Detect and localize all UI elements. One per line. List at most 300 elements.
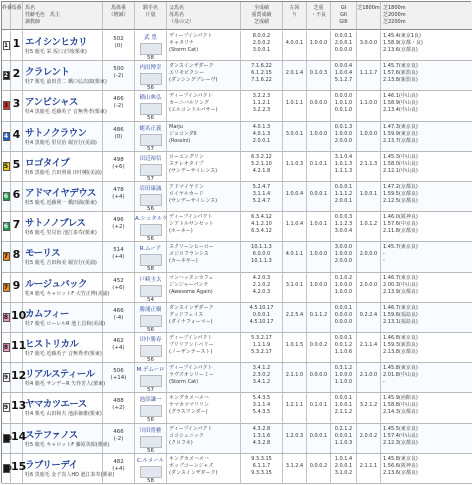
best-time-2200: 2.13.6(京都良): [383, 469, 418, 476]
weight-cell: [103, 363, 135, 392]
record-g2: 0.0.0.0: [334, 311, 353, 318]
table-row[interactable]: [2, 393, 472, 423]
horse-name-link[interactable]: リアルスティール: [25, 369, 95, 381]
sire-name: ディープインパクト: [169, 425, 213, 432]
record-graded: 1.3.1.6: [252, 432, 271, 439]
pedigree-cell: [167, 91, 241, 120]
col-heavy-label-2: ・不良: [310, 12, 326, 18]
grade-cell: [331, 333, 357, 362]
sire-name: ダンスインザダーク: [169, 304, 214, 311]
record-distance: 0.2.2.4: [359, 311, 378, 318]
record-g1: 0.1.0.2: [334, 274, 353, 281]
horse-name-link[interactable]: アンビシャス: [25, 97, 78, 109]
jockey-cell[interactable]: [135, 122, 167, 151]
horse-cell[interactable]: [23, 31, 103, 60]
best-time-2200: 2.11.8(京都良): [383, 228, 418, 235]
weight-cell: [103, 454, 135, 483]
table-row[interactable]: [2, 303, 472, 333]
table-row[interactable]: [2, 273, 472, 303]
col-heavy-label: 芝重: [313, 5, 324, 11]
record-cell: [241, 61, 283, 90]
record-turf: 5.3.2.17: [251, 349, 272, 355]
record-heavy: 0.0.0.1: [309, 191, 328, 197]
grade-cell: [331, 61, 357, 90]
weight-cell: [103, 393, 135, 422]
record-turf: 4.5.10.17: [249, 318, 274, 325]
record-g1: 3.0.0.0: [334, 244, 353, 251]
left-cell: [283, 303, 307, 332]
jockey-cell[interactable]: [135, 273, 167, 302]
horse-number: 10: [11, 308, 27, 322]
horse-weight-diff: (-4): [113, 314, 124, 321]
times-cell: [381, 152, 472, 181]
sire-name: スクリーンヒーロー: [169, 244, 214, 251]
sire-name: ディープインパクト: [169, 365, 213, 372]
table-row[interactable]: [2, 61, 472, 91]
horse-cell[interactable]: [23, 212, 103, 241]
broodmare-sire: (クロフネ): [169, 439, 193, 446]
horse-name-link[interactable]: アドマイヤデウス: [25, 188, 96, 199]
col-left-label: 左回: [289, 5, 300, 11]
horse-weight-diff: (+14): [110, 375, 127, 382]
record-all: 4.2.0.3: [252, 274, 271, 281]
horse-weight-diff: (+4): [112, 194, 125, 200]
horse-sub: 牡4 黒鹿毛 里見治 堀宣行(美浦): [25, 139, 97, 146]
col-grade: [331, 2, 357, 29]
distance-cell: [357, 242, 381, 271]
weight-cell: [103, 212, 135, 241]
horse-cell[interactable]: [23, 273, 110, 302]
record-graded: 3.1.1.4: [252, 191, 271, 197]
jockey-photo-icon: [140, 466, 162, 478]
horse-number: 14: [11, 429, 27, 443]
record-heavy: 0.1.1.2: [309, 311, 328, 318]
record-g2: 1.0.0.0: [334, 251, 353, 258]
record-cell: [241, 333, 283, 362]
col-time3-label: 芝2200m: [383, 19, 406, 25]
record-cell: [241, 31, 283, 60]
record-g3: 2.0.0.0: [334, 137, 353, 144]
umaban-cell: [11, 242, 23, 271]
broodmare-sire: (Awesome Again): [169, 288, 213, 295]
jockey-name[interactable]: 戸崎圭太: [139, 276, 162, 283]
waku-cell: [2, 424, 11, 453]
record-turf: 7.1.6.22: [251, 77, 272, 84]
waku-badge: 7: [3, 283, 9, 291]
umaban-cell: [11, 363, 27, 392]
jockey-cell[interactable]: [135, 212, 167, 241]
horse-cell[interactable]: [23, 152, 103, 181]
best-time-2200: 2.12.1(中山良): [383, 167, 418, 174]
horse-cell[interactable]: [23, 393, 103, 422]
record-graded: 2.0.0.2: [252, 40, 271, 46]
col-time2-label: 芝2000m: [383, 12, 406, 18]
horse-cell[interactable]: [23, 363, 106, 392]
horse-cell[interactable]: [23, 424, 110, 453]
record-distance: 1.0.0.1: [359, 191, 378, 197]
record-left: 4.0.1.1: [285, 251, 304, 258]
record-g2: 1.0.1.0: [334, 100, 353, 107]
horse-sub: 牡6 黒鹿毛 金子真人HD 池江泰寿(栗東): [25, 471, 115, 478]
jockey-kg: 57: [147, 175, 154, 182]
left-cell: [283, 393, 307, 422]
broodmare-sire: (Rossini): [169, 137, 191, 144]
record-cell: [241, 91, 283, 120]
record-g2: 0.0.1.2: [334, 342, 353, 348]
jockey-name[interactable]: 池添謙一: [139, 397, 162, 404]
horse-cell[interactable]: [23, 333, 103, 362]
table-row[interactable]: [2, 122, 472, 152]
jockey-name[interactable]: A.シュタルケ: [135, 216, 168, 223]
table-row[interactable]: [2, 454, 472, 484]
times-cell: [381, 303, 472, 332]
horse-weight-diff: (+4): [112, 345, 125, 351]
record-left: 3.0.0.1: [285, 130, 304, 137]
record-g3: 0.0.1.0: [334, 107, 353, 114]
horse-sub: 牡4 黒鹿毛 近藤英子 音無秀孝(栗東): [25, 109, 107, 116]
broodmare-sire: (サンデーサイレンス): [169, 167, 218, 174]
record-g3: 1.1.0.6: [334, 349, 353, 355]
record-g2: 1.0.0.0: [334, 281, 353, 288]
times-cell: [381, 122, 472, 151]
jockey-photo-icon: [140, 224, 162, 236]
record-g1: 0.0.0.1: [334, 184, 353, 190]
horse-number: 7: [12, 218, 21, 232]
best-time-2200: 2.13.9(京都良): [383, 288, 418, 295]
jockey-name[interactable]: M.デムーロ: [136, 367, 165, 374]
waku-badge: 2: [3, 72, 9, 80]
weight-cell: [103, 152, 135, 181]
broodmare-sire: (Storm Cat): [169, 379, 199, 386]
horse-cell[interactable]: [23, 454, 115, 483]
horse-number: 3: [12, 97, 21, 111]
jockey-cell[interactable]: [135, 242, 167, 271]
col-sire-label: 父馬名: [169, 5, 185, 11]
record-distance: 2.1.1.3: [359, 160, 378, 167]
jockey-cell[interactable]: [135, 393, 167, 422]
record-left: 1.2.1.1: [285, 402, 304, 409]
heavy-cell: [307, 122, 331, 151]
grade-cell: [331, 242, 357, 271]
record-g2: 1.0.1.3: [334, 160, 353, 167]
col-distance-label: 芝1800m: [357, 5, 380, 11]
record-g2: 1.1.1.2: [334, 191, 353, 197]
dam-name: エリモピクシー: [169, 70, 205, 77]
horse-cell[interactable]: [23, 303, 106, 332]
horse-sub: 牡5 鹿毛 キャロットF 藤原英昭(栗東): [25, 441, 110, 448]
waku-badge: 1: [3, 42, 9, 49]
record-all: 5.3.2.17: [251, 335, 272, 341]
horse-number: 4: [12, 127, 21, 141]
broodmare-sire: (カーネギー): [169, 258, 198, 265]
left-cell: [283, 122, 307, 151]
record-heavy: 1.0.0.0: [309, 251, 328, 258]
best-time-1800: 1.45.5(東京良): [383, 425, 418, 432]
umaban-cell: [11, 303, 27, 332]
record-g2: 0.0.0.1: [334, 432, 353, 439]
record-heavy: 0.1.0.1: [309, 402, 328, 409]
horse-cell[interactable]: [23, 91, 107, 120]
record-turf: 4.2.0.3: [252, 288, 271, 295]
record-cell: [241, 393, 283, 422]
jockey-cell[interactable]: [135, 182, 167, 211]
best-time-1800: 1.45.4(東京1良): [383, 33, 421, 39]
broodmare-sire: (エルコンドルパサー): [169, 107, 218, 114]
horse-cell[interactable]: [23, 122, 103, 151]
record-g2: 1.1.2.3: [334, 221, 353, 228]
pedigree-cell: [167, 242, 241, 271]
horse-name-link[interactable]: ラブリーデイ: [25, 459, 78, 471]
horse-name-link[interactable]: サトノクラウン: [25, 127, 87, 139]
record-all: 4.5.10.17: [249, 304, 274, 311]
dam-name: メジロフランシス: [169, 251, 209, 258]
record-all: 4.0.1.3: [252, 123, 271, 130]
record-g2: 1.0.0.4: [334, 70, 353, 77]
record-all: 3.2.2.3: [252, 93, 271, 100]
horse-name-link[interactable]: モーリス: [25, 248, 61, 260]
weight-cell: [103, 424, 135, 453]
left-cell: [283, 61, 307, 90]
horse-sub: 牡5 鹿毛 吉田和美 堀宣行(美浦): [25, 260, 97, 267]
jockey-name[interactable]: 横山典弘: [139, 95, 162, 102]
dam-name: ラヴズオンリーミー: [169, 372, 214, 379]
jockey-photo-icon: [140, 73, 162, 85]
jockey-kg: 56: [147, 85, 154, 92]
waku-cell: [2, 363, 11, 392]
pedigree-cell: [167, 333, 241, 362]
record-g3: 2.1.1.2: [334, 409, 353, 416]
jockey-cell[interactable]: [135, 61, 167, 90]
record-g1: 0.0.0.1: [334, 33, 353, 39]
jockey-name[interactable]: 蛯名正義: [139, 125, 162, 132]
record-g3: 0.0.0.0: [334, 47, 353, 53]
pedigree-cell: [167, 393, 241, 422]
record-g1: 3.1.0.4: [334, 153, 353, 160]
horse-name-link[interactable]: ヒストリカル: [25, 339, 79, 350]
record-g1: 0.3.1.2: [334, 365, 353, 372]
best-time-2000: 1.57.6(新潟良): [383, 70, 418, 77]
record-left: 2.2.5.4: [285, 311, 304, 318]
jockey-name[interactable]: R.ムーア: [139, 246, 162, 253]
horse-name-link[interactable]: ロゴタイプ: [25, 157, 70, 169]
horse-sub: 牡7 鹿毛 ローレルR 池上昌和(美浦): [25, 320, 106, 327]
horse-cell[interactable]: [23, 242, 103, 271]
jockey-name[interactable]: 武 豊: [144, 35, 157, 41]
col-g3-label: GIII: [339, 19, 348, 25]
table-row[interactable]: [2, 212, 472, 242]
broodmare-sire: (ホーネー): [169, 228, 193, 235]
best-time-2000: 1.59.9(東京良): [383, 130, 418, 137]
best-time-1800: 1.45.3(中山良): [383, 153, 418, 160]
jockey-name[interactable]: 田辺裕信: [139, 155, 162, 162]
weight-cell: [103, 31, 135, 60]
horse-name-link[interactable]: ステファノス: [25, 429, 78, 441]
distance-cell: [357, 454, 381, 483]
times-cell: [381, 182, 472, 211]
distance-cell: [357, 122, 381, 151]
record-turf: 2.0.0.1: [252, 137, 271, 144]
horse-number: 1: [12, 37, 21, 50]
waku-cell: [2, 454, 11, 483]
table-row[interactable]: [2, 31, 472, 61]
record-g2: 1.0.0.1: [334, 402, 353, 409]
heavy-cell: [307, 363, 331, 392]
record-left: 1.2.0.3: [285, 432, 304, 439]
best-time-1800: 1.45.9(函館良): [383, 395, 418, 402]
col-g1-label: GI: [340, 5, 347, 11]
record-all: 3.4.1.2: [252, 365, 271, 372]
jockey-cell[interactable]: [135, 303, 167, 332]
waku-badge: 6: [3, 193, 9, 200]
col-horse-label: 馬名: [25, 5, 36, 11]
dam-name: キャタリナ: [169, 40, 194, 46]
jockey-kg: 58: [147, 266, 154, 273]
horse-name-link[interactable]: サトノノブレス: [25, 218, 86, 230]
dam-name: ジョコンダII: [169, 130, 197, 137]
umaban-cell: [11, 424, 27, 453]
col-weight-label: 馬体重: [110, 5, 126, 11]
jockey-name[interactable]: 勝浦正樹: [139, 306, 162, 313]
record-g3: 3.0.0.4: [334, 228, 353, 235]
record-left: 4.0.0.1: [285, 40, 304, 46]
horse-weight: 486: [113, 126, 124, 133]
jockey-cell[interactable]: [135, 91, 167, 120]
record-distance: 3.2.1.2: [359, 402, 378, 409]
best-time-1800: 1.45.8(東京良): [383, 365, 418, 372]
record-all: 6.3.4.12: [251, 214, 272, 221]
best-time-1800: 1.46.8(東京良): [383, 335, 418, 341]
horse-name-link[interactable]: カムフィー: [25, 308, 69, 320]
times-cell: [381, 424, 472, 453]
record-g3: 2.0.0.1: [334, 198, 353, 204]
horse-cell[interactable]: [23, 61, 107, 90]
umaban-cell: [11, 122, 23, 151]
jockey-cell[interactable]: [135, 424, 167, 453]
record-turf: 3.2.2.3: [252, 107, 271, 114]
horse-name-link[interactable]: ヤマカツエース: [25, 399, 87, 411]
times-cell: [381, 454, 472, 483]
horse-name-link[interactable]: ルージュバック: [25, 278, 87, 290]
table-row[interactable]: [2, 91, 472, 121]
table-row[interactable]: [2, 333, 472, 363]
record-turf: 9.3.3.15: [251, 469, 272, 476]
grade-cell: [331, 91, 357, 120]
best-time-2000: 1.57.4(中山良): [383, 432, 418, 439]
weight-cell: [103, 242, 135, 271]
horse-name-link[interactable]: エイシンヒカリ: [25, 37, 88, 48]
horse-sub: 牡7 鹿毛 近藤英子 音無秀孝(栗東): [25, 351, 102, 357]
jockey-name[interactable]: 田中勝春: [139, 337, 162, 343]
record-g3: 2.0.0.0: [334, 258, 353, 265]
record-g2: 1.0.0.0: [334, 372, 353, 379]
left-cell: [283, 424, 307, 453]
jockey-cell[interactable]: [135, 333, 167, 362]
table-row[interactable]: [2, 363, 472, 393]
times-cell: [381, 333, 472, 362]
jockey-name[interactable]: 岩田康誠: [139, 186, 162, 192]
record-turf: 5.2.4.7: [252, 198, 271, 204]
horse-sub: 牡4 栗毛 山田和夫 池添兼雄(栗東): [25, 411, 102, 418]
best-time-2200: 2.14.3(京都良): [383, 409, 418, 416]
horse-name-link[interactable]: クラレント: [25, 67, 70, 79]
jockey-cell[interactable]: [135, 152, 167, 181]
horse-weight: 514: [113, 247, 124, 254]
waku-badge: 10: [3, 434, 12, 442]
jockey-photo-icon: [140, 194, 162, 206]
record-left: 1.0.0.4: [285, 191, 304, 197]
record-g3: 1.1.0.3: [334, 439, 353, 446]
best-time-1800: 1.45.8(東京良): [383, 455, 418, 462]
record-left: 3.1.2.4: [285, 462, 304, 469]
sire-name: ディープインパクト: [169, 93, 213, 100]
sire-name: ディープインパクト: [169, 214, 213, 221]
table-row[interactable]: [2, 242, 472, 272]
grade-cell: [331, 122, 357, 151]
waku-badge: 8: [3, 344, 9, 351]
waku-cell: [2, 333, 11, 362]
record-g3: 1.1.0.0: [334, 379, 353, 386]
jockey-name[interactable]: 内田博幸: [139, 65, 162, 72]
sire-name: キングカメハメハ: [169, 455, 209, 462]
horse-weight-diff: (+6): [112, 284, 125, 291]
umaban-cell: [11, 91, 23, 120]
jockey-cell[interactable]: [135, 454, 167, 483]
record-g3: 0.0.0.0: [334, 318, 353, 325]
grade-cell: [331, 152, 357, 181]
table-row[interactable]: [2, 152, 472, 182]
pedigree-cell: [167, 61, 241, 90]
weight-cell: [103, 333, 135, 362]
record-distance: 1.1.1.7: [359, 70, 378, 77]
best-time-2000: -: [383, 251, 385, 258]
record-cell: [241, 242, 283, 271]
dam-name: ロイヤルカード: [169, 191, 204, 197]
jockey-name[interactable]: 川田将雅: [139, 427, 162, 434]
jockey-name[interactable]: C.ルメール: [136, 457, 165, 464]
record-heavy: 1.0.0.0: [309, 40, 328, 46]
record-g2: 2.0.0.1: [334, 462, 353, 469]
weight-cell: [103, 91, 135, 120]
left-cell: [283, 333, 307, 362]
table-row[interactable]: [2, 182, 472, 212]
best-time-2000: 1.58.0(中山良): [383, 160, 418, 167]
left-cell: [283, 31, 307, 60]
record-all: 10.1.1.3: [251, 244, 272, 251]
col-jockey-label: 騎手名: [142, 5, 158, 11]
best-time-2200: 2.12.3(京都良): [383, 439, 418, 446]
horse-cell[interactable]: [23, 182, 103, 211]
table-row[interactable]: [2, 424, 472, 454]
pedigree-cell: [167, 182, 241, 211]
record-cell: [241, 182, 283, 211]
horse-weight: 462: [113, 338, 124, 344]
record-distance: 3.0.0.0: [359, 40, 378, 46]
horse-weight-diff: (0): [114, 43, 123, 49]
jockey-kg: 54: [147, 296, 154, 303]
distance-cell: [357, 31, 381, 60]
jockey-cell[interactable]: [135, 31, 167, 60]
best-time-2200: 2.13.8(新潟良): [383, 77, 418, 84]
weight-cell: [103, 61, 135, 90]
jockey-cell[interactable]: [135, 363, 167, 392]
record-left: 3.1.0.1: [285, 281, 304, 288]
record-graded: 3.1.1.4: [252, 402, 271, 409]
pedigree-cell: [167, 273, 241, 302]
col-umaban: [11, 2, 23, 29]
waku-cell: [2, 393, 11, 422]
best-time-2200: 2.13.7(京都良): [383, 137, 418, 144]
best-time-1800: 1.45.7(東京良): [383, 63, 418, 70]
